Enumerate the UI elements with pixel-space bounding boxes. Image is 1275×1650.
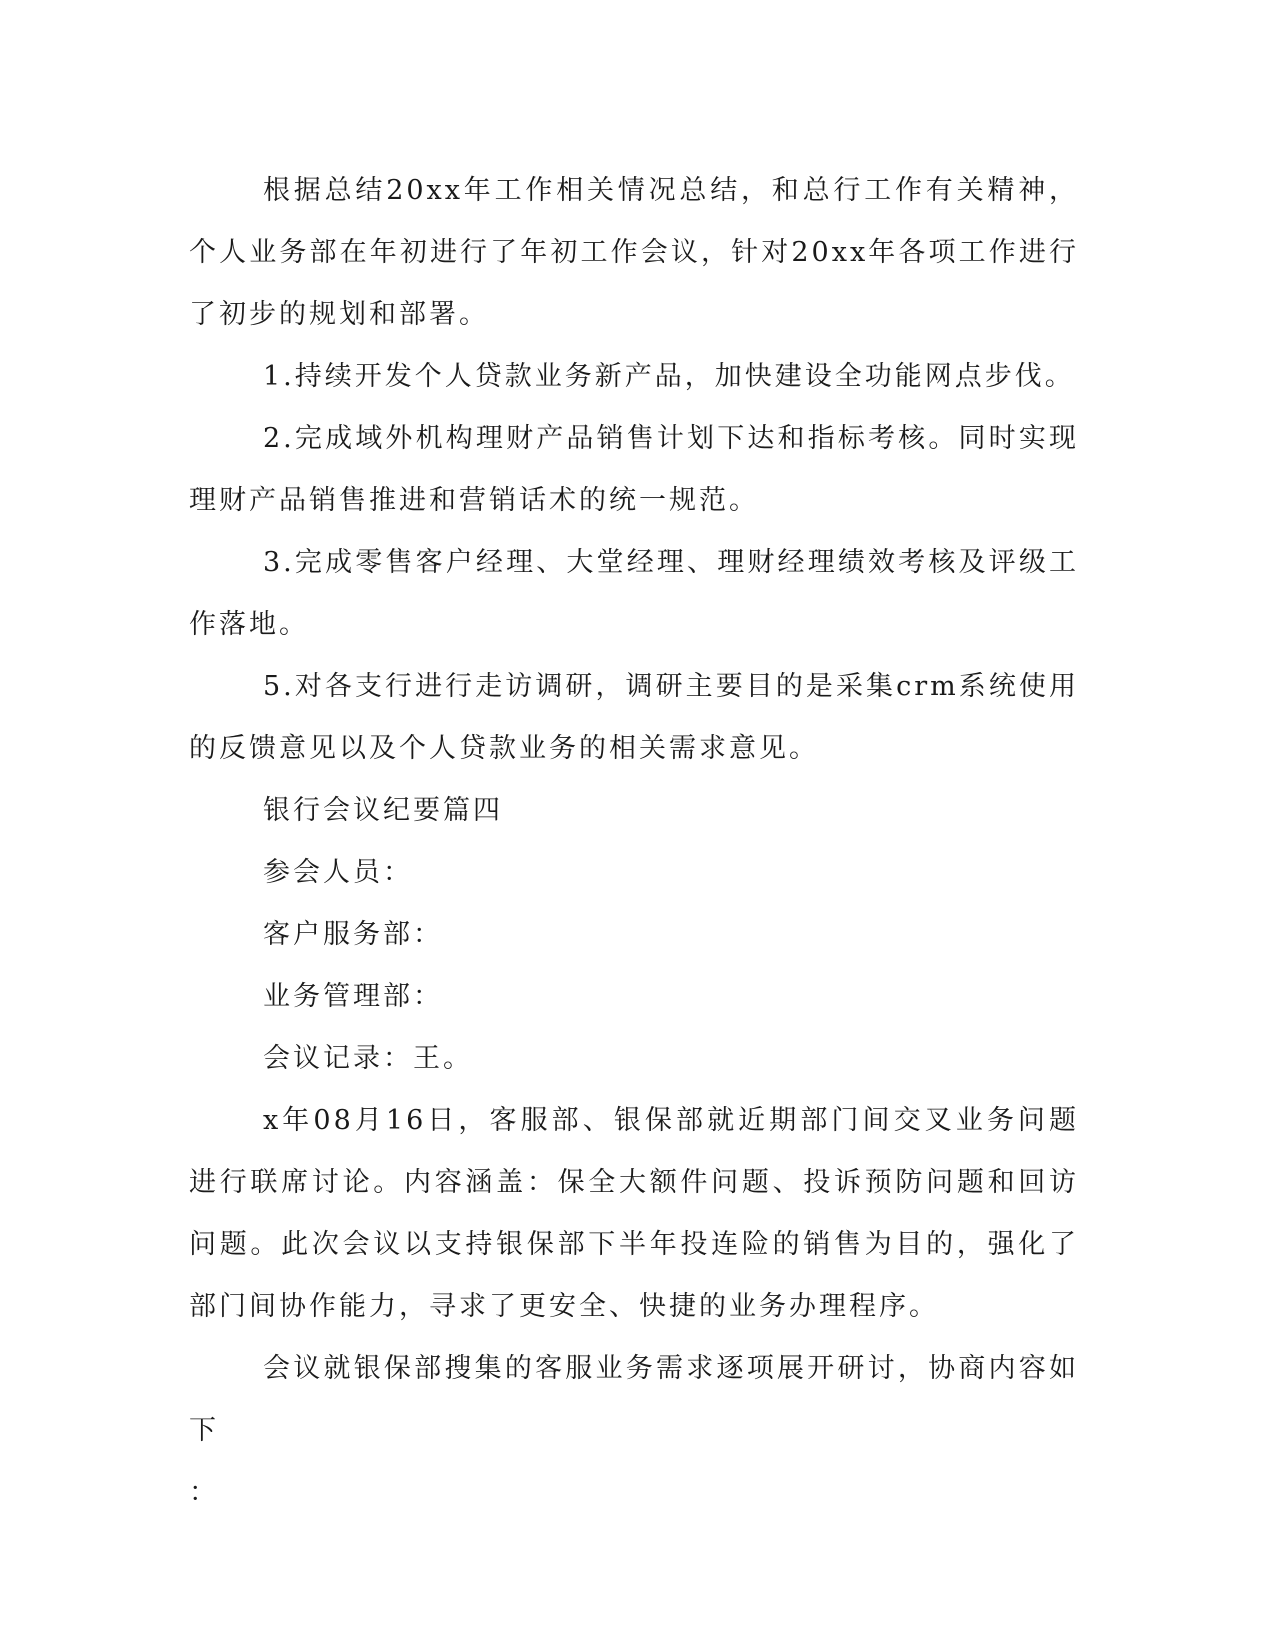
- document-body: [189, 160, 1079, 1524]
- attendees-label: 参会人员：: [263, 857, 413, 888]
- paragraph-discussion-intro: 会议就银保部搜集的客服业务需求逐项展开研讨，协商内容如下: [189, 1353, 1079, 1446]
- paragraph-item-2: 2.完成域外机构理财产品销售计划下达和指标考核。同时实现理财产品销售推进和营销话术的统一规范。: [189, 423, 1079, 516]
- paragraph-item-5: 5.对各支行进行走访调研，调研主要目的是采集crm系统使用的反馈意见以及个人贷款业务的相关需求意见。: [189, 671, 1079, 764]
- section-heading: 银行会议纪要篇四: [263, 795, 503, 826]
- paragraph-meeting-summary: x年08月16日，客服部、银保部就近期部门间交叉业务问题进行联席讨论。内容涵盖：保全大额件问题、投诉预防问题和回访问题。此次会议以支持银保部下半年投连险的销售为目的，强化了部门间协作能力，寻求了更安全、快捷的业务办理程序。: [189, 1105, 1079, 1322]
- paragraph-intro: 根据总结20xx年工作相关情况总结，和总行工作有关精神，个人业务部在年初进行了年初工作会议，针对20xx年各项工作进行了初步的规划和部署。: [189, 175, 1079, 330]
- business-management-dept: 业务管理部：: [263, 981, 443, 1012]
- trailing-colon: ：: [189, 1477, 219, 1508]
- paragraph-item-1: 1.持续开发个人贷款业务新产品，加快建设全功能网点步伐。: [263, 361, 1075, 392]
- meeting-recorder: 会议记录：王。: [263, 1043, 473, 1074]
- customer-service-dept: 客户服务部：: [263, 919, 443, 950]
- paragraph-item-3: 3.完成零售客户经理、大堂经理、理财经理绩效考核及评级工作落地。: [189, 547, 1079, 640]
